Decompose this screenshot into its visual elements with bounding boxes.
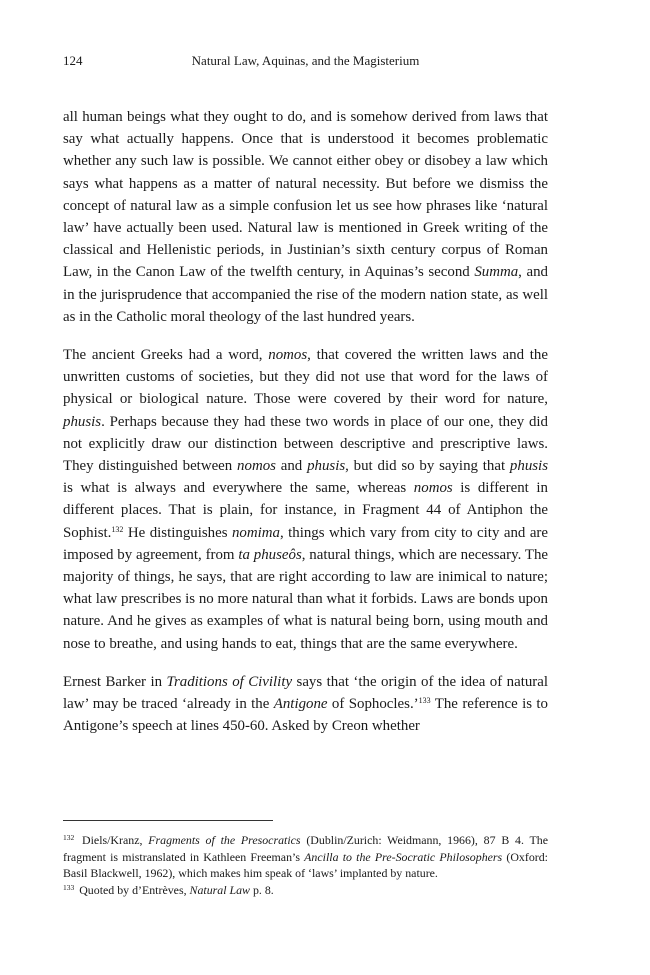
paragraph-1: all human beings what they ought to do, and is somehow derived from laws that say what actually happens. Once that is understood it becomes problematic whether any such law is possible. We cannot either obey or disobey a law which says what happens as a matter of natural necessity. But before we dismiss the concept of natural law as a simple confusion let us see how phrases like ‘natural law’ have actually been used. Natural law is mentioned in Greek writing of the classical and Hellenistic periods, in Justinian’s sixth century corpus of Roman Law, in the Canon Law of the twelfth century, in Aquinas’s second Summa, and in the jurisprudence that accompanied the rise of the modern nation state, as well as in the Catholic moral theology of the last hundred years. — [63, 109, 548, 325]
footnote-number: 133 — [63, 882, 75, 892]
italic-term: phusis — [509, 458, 548, 475]
running-head — [63, 52, 548, 70]
footnote-ref-133[interactable]: 133 — [418, 696, 431, 706]
italic-term: phusis — [307, 458, 346, 475]
footnote-divider — [63, 820, 273, 821]
page-number: 124 — [63, 53, 83, 68]
paragraph-2: The ancient Greeks had a word, nomos, that covered the written laws and the unwritten customs of societies, but they did not use that word for the laws of physical or biological nature. Those were covered by their word for nature, phusis. Perhaps because they had these two words in place of our one, they did not explicitly draw our distinction between descriptive and prescriptive laws. They distinguished between nomos and phusis, but did so by saying that phusis is what is always and everywhere the same, whereas nomos is different in different places. That is plain, for instance, in Fragment 44 of Antiphon the Sophist.$^{132}$ He distinguishes nomima, things which vary from city to city and are imposed by agreement, from ta phuseôs, natural things, which are necessary. The majority of things, he says, that are right according to law are inimical to nature; what law prescribes is no more natural than what it forbids. Laws are bonds upon nature. And he gives as examples of what is natural being born, using mouth and nose to breathe, and using hands to eat, things that are the same everywhere. — [63, 347, 548, 652]
italic-title: Traditions of Civility — [166, 673, 293, 690]
italic-term: phusis — [63, 413, 102, 430]
italic-term: nomima — [231, 524, 280, 541]
italic-title: Fragments of the Presocratics — [148, 833, 301, 847]
footnote-number: 132 — [63, 833, 75, 842]
italic-term: nomos — [413, 480, 453, 497]
body-text — [63, 106, 548, 753]
footnote-ref-132[interactable]: 132 — [111, 524, 124, 534]
italic-term: nomos — [268, 347, 308, 364]
italic-term: nomos — [237, 458, 276, 475]
footnote-133: $^{133}$ Quoted by d’Entrèves, Natural Law p. 8. — [63, 882, 274, 897]
running-title: Natural Law, Aquinas, and the Magisterium — [191, 53, 420, 68]
italic-term: ta phuseôs — [238, 546, 302, 563]
italic-title: Antigone — [273, 696, 328, 713]
footnotes — [63, 832, 548, 898]
italic-term: Summa — [474, 264, 519, 281]
italic-title: Natural Law — [189, 882, 250, 897]
footnote-132: $^{132}$ Diels/Kranz, Fragments of the Presocratics (Dublin/Zurich: Weidmann, 1966), 87 B 4. The fragment is mistranslated in Kathleen Freeman’s Ancilla to the Pre-Socratic Philosophers (Oxford: Basil Blackwell, 1962), which makes him speak of ‘laws’ implanted by nature. — [63, 833, 548, 881]
paragraph-3: Ernest Barker in Traditions of Civility says that ‘the origin of the idea of natural law’ may be traced ‘already in the Antigone of Sophocles.’$^{133}$ The reference is to Antigone’s speech at lines 450-60. Asked by Creon whether — [63, 673, 549, 735]
italic-title: Ancilla to the Pre-Socratic Philosophers — [304, 849, 503, 864]
